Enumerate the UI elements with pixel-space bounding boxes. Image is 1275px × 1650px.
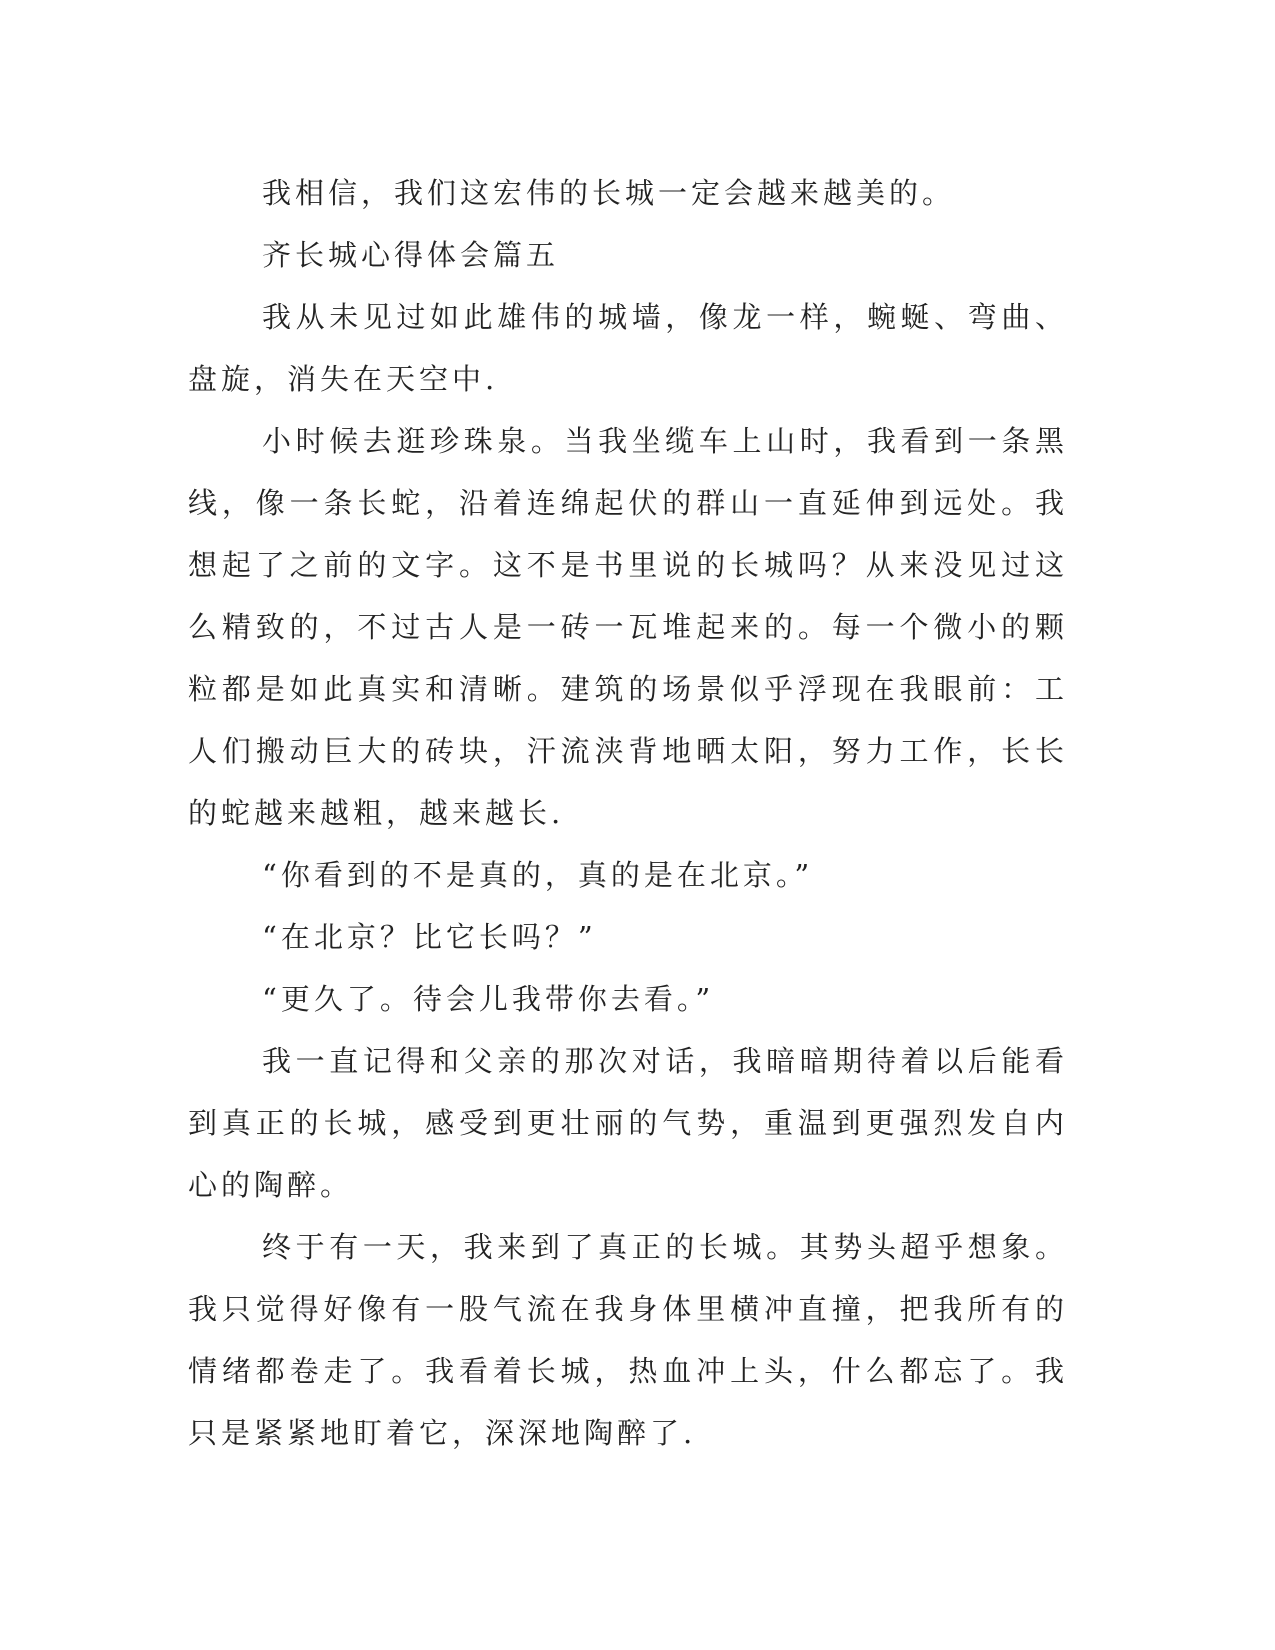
- paragraph: 终于有一天，我来到了真正的长城。其势头超乎想象。我只觉得好像有一股气流在我身体里横冲直撞，把我所有的情绪都卷走了。我看着长城，热血冲上头，什么都忘了。我只是紧紧地盯着它，深深地陶醉了.: [188, 1230, 1068, 1450]
- paragraph: 我从未见过如此雄伟的城墙，像龙一样，蜿蜒、弯曲、盘旋，消失在天空中.: [188, 300, 1068, 396]
- dialogue-line: “在北京？比它长吗？”: [262, 920, 597, 954]
- dialogue-line: “更久了。待会儿我带你去看。”: [262, 982, 715, 1016]
- paragraph: 我相信，我们这宏伟的长城一定会越来越美的。: [262, 176, 956, 210]
- paragraph: 我一直记得和父亲的那次对话，我暗暗期待着以后能看到真正的长城，感受到更壮丽的气势，重温到更强烈发自内心的陶醉。: [188, 1044, 1068, 1202]
- dialogue-line: “你看到的不是真的，真的是在北京。”: [262, 858, 814, 892]
- document-body: [188, 162, 1068, 1464]
- paragraph: 小时候去逛珍珠泉。当我坐缆车上山时，我看到一条黑线，像一条长蛇，沿着连绵起伏的群山一直延伸到远处。我想起了之前的文字。这不是书里说的长城吗？从来没见过这么精致的，不过古人是一砖一瓦堆起来的。每一个微小的颗粒都是如此真实和清晰。建筑的场景似乎浮现在我眼前：工人们搬动巨大的砖块，汗流浃背地晒太阳，努力工作，长长的蛇越来越粗，越来越长.: [188, 424, 1068, 830]
- section-heading: 齐长城心得体会篇五: [262, 238, 560, 272]
